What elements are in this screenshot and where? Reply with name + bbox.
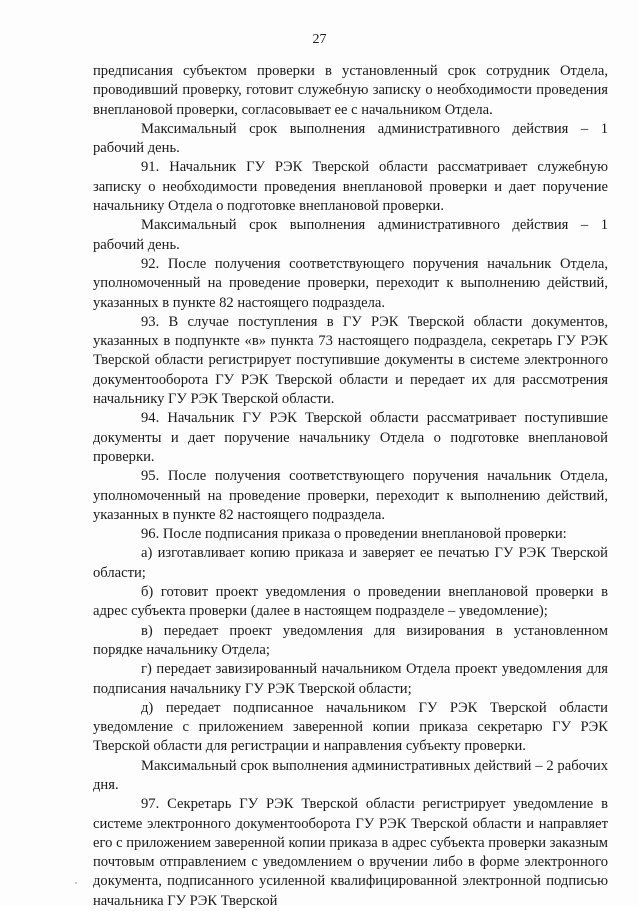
subitem-v: в) передает проект уведомления для визирования в установленном порядке начальнику Отдела; — [93, 622, 608, 658]
paragraph-continuation: предписания субъектом проверки в установленный срок сотрудник Отдела, проводивший проверку, готовит служебную записку о необходимости проведения внеплановой проверки, согласовывает ее с начальником Отдела. — [93, 63, 608, 118]
paragraph-item-97: 97. Секретарь ГУ РЭК Тверской области регистрирует уведомление в системе электронного документооборота ГУ РЭК Тверской области и направляет его с приложением заверенной копии приказа в адрес субъекта проверки заказным почтовым отправлением с уведомлением о вручении либо в форме электронного документа, подписанного усиленной квалифицированной электронной подписью начальника ГУ РЭК Тверской — [93, 796, 608, 909]
subitem-b: б) готовит проект уведомления о проведении внеплановой проверки в адрес субъекта проверки (далее в настоящем подразделе – уведомление); — [93, 584, 608, 620]
paragraph-item-94: 94. Начальник ГУ РЭК Тверской области рассматривает поступившие документы и дает поручение начальнику Отдела о подготовке внеплановой проверки. — [93, 410, 608, 465]
paragraph-item-96: 96. После подписания приказа о проведении внеплановой проверки: — [141, 526, 567, 543]
scan-speck — [75, 882, 77, 884]
paragraph-item-92: 92. После получения соответствующего поручения начальник Отдела, уполномоченный на проведение проверки, переходит к выполнению действий, указанных в пункте 82 настоящего подраздела. — [93, 255, 608, 311]
document-body — [93, 62, 608, 911]
paragraph-deadline: Максимальный срок выполнения административного действия – 1 рабочий день. — [93, 217, 608, 253]
subitem-g: г) передает завизированный начальником Отдела проект уведомления для подписания начальнику ГУ РЭК Тверской области; — [93, 661, 608, 697]
paragraph-item-93: 93. В случае поступления в ГУ РЭК Тверской области документов, указанных в подпункте «в» пункта 73 настоящего подраздела, секретарь ГУ РЭК Тверской области регистрирует поступившие документы в системе электронного документооборота ГУ РЭК Тверской области и передает их для рассмотрения начальнику ГУ РЭК Тверской области. — [93, 313, 608, 408]
subitem-d: д) передает подписанное начальником ГУ РЭК Тверской области уведомление с приложением заверенной копии приказа секретарю ГУ РЭК Тверской области для регистрации и направления субъекту проверки. — [93, 699, 608, 755]
subitem-a: а) изготавливает копию приказа и заверяет ее печатью ГУ РЭК Тверской области; — [93, 545, 608, 581]
paragraph-deadline: Максимальный срок выполнения административного действия – 1 рабочий день. — [93, 120, 608, 157]
paragraph-deadline: Максимальный срок выполнения административных действий – 2 рабочих дня. — [93, 757, 608, 793]
paragraph-item-95: 95. После получения соответствующего поручения начальник Отдела, уполномоченный на проведение проверки, переходит к выполнению действий, указанных в пункте 82 настоящего подраздела. — [93, 468, 608, 523]
page-number: 27 — [312, 32, 327, 47]
paragraph-item-91: 91. Начальник ГУ РЭК Тверской области рассматривает служебную записку о необходимости проведения внеплановой проверки и дает поручение начальнику Отдела о подготовке внеплановой проверки. — [93, 159, 608, 215]
